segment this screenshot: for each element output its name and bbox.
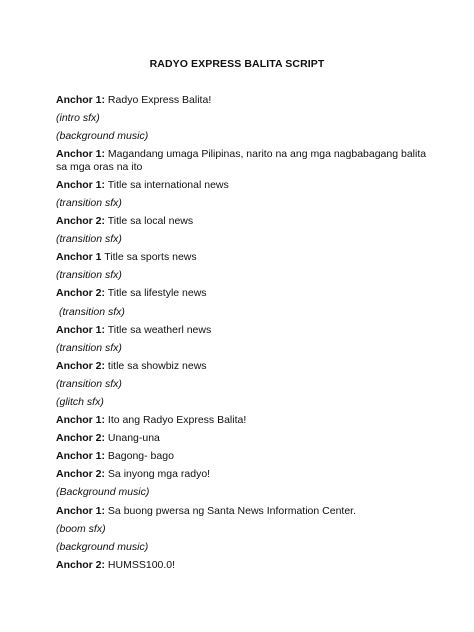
speaker-separator: : bbox=[101, 148, 106, 161]
speaker-label: Anchor 1 bbox=[56, 178, 102, 191]
speaker-label: Anchor 1 bbox=[56, 148, 102, 161]
dialogue-text: Sa buong pwersa ng Santa News Information Center. bbox=[105, 504, 356, 517]
speaker-separator: : bbox=[101, 468, 106, 481]
dialogue-line bbox=[56, 287, 436, 300]
speaker-separator: : bbox=[101, 359, 106, 372]
dialogue-text: Bagong- bago bbox=[105, 450, 174, 463]
dialogue-line bbox=[56, 215, 436, 228]
speaker-label: Anchor 2 bbox=[56, 359, 102, 372]
dialogue-line bbox=[56, 324, 436, 337]
dialogue-line bbox=[56, 414, 436, 427]
dialogue-line bbox=[56, 559, 436, 572]
stage-direction: (glitch sfx) bbox=[56, 396, 104, 408]
dialogue-text: Sa inyong mga radyo! bbox=[105, 468, 211, 481]
speaker-separator: : bbox=[101, 287, 106, 300]
speaker-label: Anchor 1 bbox=[56, 450, 102, 463]
dialogue-line bbox=[56, 432, 436, 445]
speaker-label: Anchor 2 bbox=[56, 558, 102, 571]
dialogue-text: Title sa sports news bbox=[101, 251, 197, 264]
dialogue-text: title sa showbiz news bbox=[105, 359, 207, 372]
stage-direction: (transition sfx) bbox=[56, 269, 122, 282]
speaker-separator: : bbox=[101, 215, 106, 228]
dialogue-line bbox=[56, 251, 436, 264]
speaker-separator: : bbox=[101, 450, 106, 463]
dialogue-text: Title sa lifestyle news bbox=[105, 287, 207, 300]
stage-direction: (transition sfx) bbox=[56, 341, 122, 354]
speaker-separator: : bbox=[101, 323, 106, 336]
dialogue-text: Magandang umaga Pilipinas, narito na ang mga nagbabagang balita sa mga oras na ito bbox=[56, 148, 427, 173]
dialogue-text: Title sa international news bbox=[105, 178, 229, 191]
dialogue-text: Radyo Express Balita! bbox=[105, 94, 212, 106]
dialogue-line bbox=[56, 360, 436, 373]
dialogue-line bbox=[56, 148, 436, 173]
speaker-label: Anchor 1 bbox=[56, 323, 102, 336]
speaker-separator: : bbox=[101, 94, 106, 106]
dialogue-line bbox=[56, 179, 436, 192]
speaker-separator: : bbox=[101, 558, 106, 571]
stage-direction: (background music) bbox=[56, 540, 149, 553]
stage-direction: (transition sfx) bbox=[56, 196, 122, 209]
dialogue-line bbox=[56, 450, 436, 463]
speaker-separator: : bbox=[101, 414, 106, 427]
speaker-label: Anchor 2 bbox=[56, 215, 102, 228]
document-title: RADYO EXPRESS BALITA SCRIPT bbox=[149, 58, 325, 70]
dialogue-line bbox=[56, 468, 436, 481]
speaker-separator: : bbox=[101, 504, 106, 517]
dialogue-line bbox=[56, 505, 436, 518]
speaker-label: Anchor 1 bbox=[56, 414, 102, 427]
stage-direction: (Background music) bbox=[56, 486, 150, 499]
dialogue-text: Title sa local news bbox=[105, 215, 194, 228]
speaker-label: Anchor 1 bbox=[56, 504, 102, 517]
speaker-separator: : bbox=[101, 178, 106, 191]
speaker-separator: : bbox=[101, 432, 106, 445]
dialogue-text: Unang-una bbox=[105, 432, 160, 445]
dialogue-text: HUMSS100.0! bbox=[105, 558, 176, 571]
stage-direction: (boom sfx) bbox=[56, 522, 106, 535]
speaker-label: Anchor 2 bbox=[56, 432, 102, 445]
script-body bbox=[56, 94, 436, 577]
dialogue-text: Title sa weatherl news bbox=[105, 323, 212, 336]
speaker-label: Anchor 2 bbox=[56, 287, 102, 300]
stage-direction: (transition sfx) bbox=[59, 305, 125, 318]
dialogue-line bbox=[56, 94, 436, 107]
speaker-label: Anchor 1 bbox=[56, 94, 102, 106]
speaker-label: Anchor 1 bbox=[56, 251, 102, 264]
speaker-label: Anchor 2 bbox=[56, 468, 102, 481]
stage-direction: (intro sfx) bbox=[56, 112, 100, 125]
stage-direction: (transition sfx) bbox=[56, 377, 122, 390]
dialogue-text: Ito ang Radyo Express Balita! bbox=[105, 414, 247, 427]
stage-direction: (background music) bbox=[56, 130, 149, 143]
stage-direction: (transition sfx) bbox=[56, 233, 122, 246]
